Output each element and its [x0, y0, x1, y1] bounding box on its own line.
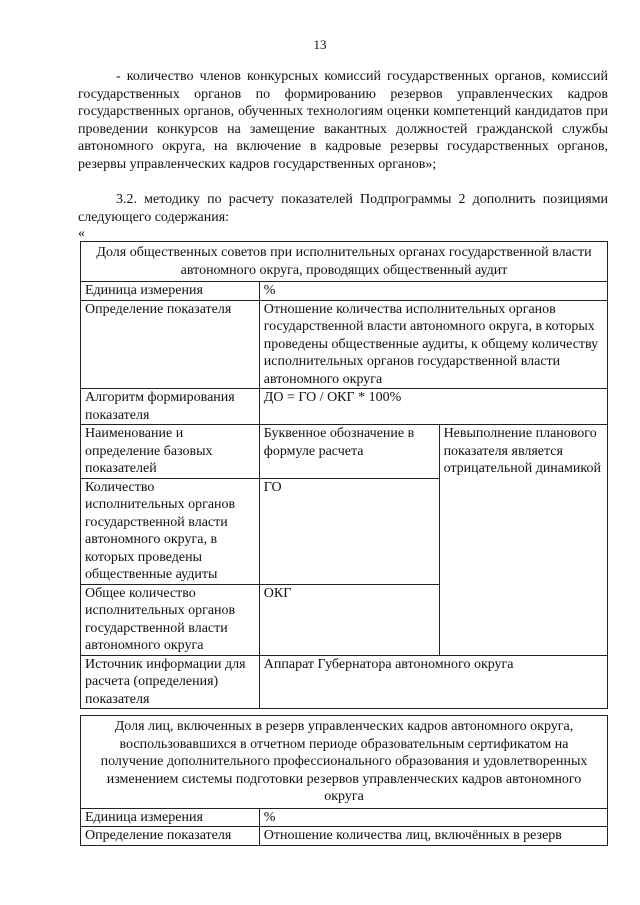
table-title: Доля лиц, включенных в резерв управленческих кадров автономного округа, воспользовавшихся в отчетном периоде образовательным сертификатом на получение дополнительного профессионального образования и удовлетворенных изменением системы подготовки резервов управленческих кадров автономного округа — [81, 716, 608, 809]
source-label: Источник информации для расчета (определения) показателя — [81, 655, 260, 709]
table-row — [81, 242, 608, 282]
paragraph-methodology: 3.2. методику по расчету показателей Подпрограммы 2 дополнить позициями следующего содержания: — [78, 192, 608, 225]
definition-label: Определение показателя — [81, 827, 260, 846]
algorithm-label: Алгоритм формирования показателя — [81, 389, 260, 425]
go-label: Количество исполнительных органов государственной власти автономного округа, в которых проведены общественные аудиты — [81, 478, 260, 584]
unit-value: % — [259, 282, 607, 301]
indicator-table-reserve-certificates — [80, 715, 608, 846]
table-row — [81, 425, 608, 479]
table-row — [81, 300, 608, 389]
definition-value: Отношение количества исполнительных органов государственной власти автономного округа, в которых проведены общественные аудиты, к общему количеству исполнительных органов государственной власти автономного округа — [259, 300, 607, 389]
algorithm-formula: ДО = ГО / ОКГ * 100% — [259, 389, 607, 425]
table-row — [81, 827, 608, 846]
unit-label: Единица измерения — [81, 808, 260, 827]
table-row — [81, 282, 608, 301]
okg-label: Общее количество исполнительных органов государственной власти автономного округа — [81, 584, 260, 655]
failure-note: Невыполнение планового показателя является отрицательной динамикой — [439, 425, 607, 656]
definition-value: Отношение количества лиц, включённых в резерв — [259, 827, 607, 846]
go-value: ГО — [259, 478, 439, 584]
table-row — [81, 716, 608, 809]
paragraph-members-count — [78, 68, 608, 173]
table-row — [81, 808, 608, 827]
okg-value: ОКГ — [259, 584, 439, 655]
unit-label: Единица измерения — [81, 282, 260, 301]
unit-value: % — [259, 808, 607, 827]
page-number: 13 — [313, 37, 327, 52]
paragraph-members-count-text: - количество членов конкурсных комиссий государственных органов, комиссий государственных органов по формированию резервов управленческих кадров государственных органов, обученных технологиям оценки компетенций кандидатов при проведении конкурсов на замещение вакантных должностей гражданской службы автономного округа, на включение в кадровые резервы государственных органов, резервы управленческих кадров государственных органов»; — [78, 69, 608, 172]
letter-designation-label: Буквенное обозначение в формуле расчета — [259, 425, 439, 479]
table-row — [81, 389, 608, 425]
definition-label: Определение показателя — [81, 300, 260, 389]
quote-open-mark: « — [78, 226, 85, 241]
base-indicators-label: Наименование и определение базовых показателей — [81, 425, 260, 479]
indicator-table-public-councils — [80, 241, 608, 709]
table-row — [81, 655, 608, 709]
table-title: Доля общественных советов при исполнительных органах государственной власти автономного округа, проводящих общественный аудит — [81, 242, 608, 282]
source-value: Аппарат Губернатора автономного округа — [259, 655, 607, 709]
